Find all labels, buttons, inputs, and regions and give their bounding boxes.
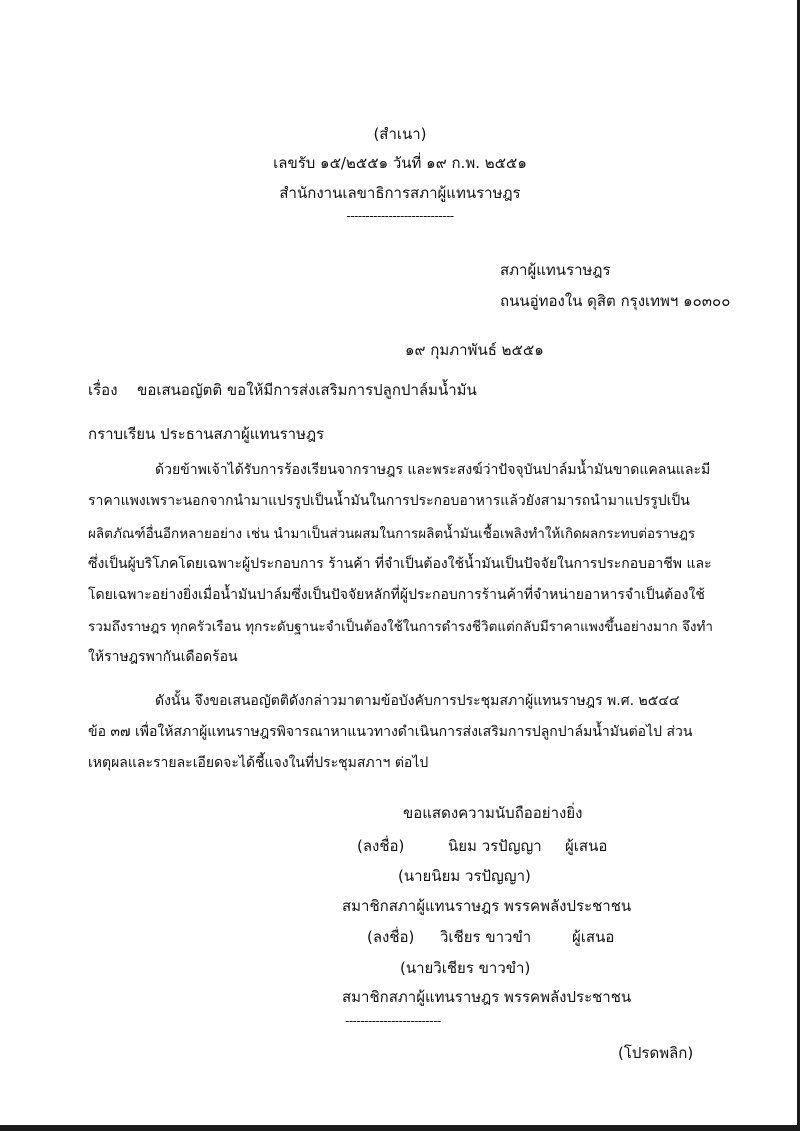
- subject-text: ขอเสนอญัตติ ขอให้มีการส่งเสริมการปลูกปาล์มน้ำมัน: [137, 381, 477, 399]
- closing-line: ขอแสดงความนับถืออย่างยิ่ง: [403, 804, 583, 822]
- subject-line: [88, 378, 477, 402]
- subject-label: เรื่อง: [88, 381, 118, 399]
- signer-2-signature: วิเชียร ขาวขำ: [440, 928, 532, 946]
- signer-2-sign-label: (ลงชื่อ): [367, 928, 415, 946]
- receipt-line: เลขรับ ๑๕/๒๕๕๑ วันที่ ๑๙ ก.พ. ๒๕๕๑: [273, 154, 527, 172]
- para1-line-5: โดยเฉพาะอย่างยิ่งเมื่อน้ำมันปาล์มซึ่งเป็นปัจจัยหลักที่ผู้ประกอบการร้านค้าที่จำหน่ายอาหารจำเป็นต้องใช้: [88, 587, 705, 603]
- copy-mark: (สำเนา): [373, 125, 427, 143]
- letter-date: ๑๙ กุมภาพันธ์ ๒๕๕๑: [405, 341, 544, 359]
- signer-1-role: ผู้เสนอ: [565, 837, 608, 855]
- para1-line-4: ซึ่งเป็นผู้บริโภคโดยเฉพาะผู้ประกอบการ ร้านค้า ที่จำเป็นต้องใช้น้ำมันเป็นปัจจัยในการประกอบอาชีพ และ: [88, 556, 712, 572]
- office-name: สำนักงานเลขาธิการสภาผู้แทนราษฎร: [279, 184, 521, 202]
- para2-line-1: ดังนั้น จึงขอเสนอญัตติดังกล่าวมาตามข้อบังคับการประชุมสภาผู้แทนราษฎร พ.ศ. ๒๕๔๔: [155, 693, 680, 709]
- para1-line-1: ด้วยข้าพเจ้าได้รับการร้องเรียนจากราษฎร และพระสงฆ์ว่าปัจจุบันปาล์มน้ำมันขาดแคลนและมี: [155, 462, 711, 478]
- signer-2-role: ผู้เสนอ: [572, 928, 615, 946]
- signer-1-signature: นิยม วรปัญญา: [448, 837, 542, 855]
- address-line-1: สภาผู้แทนราษฎร: [500, 261, 611, 279]
- para1-line-3: ผลิตภัณฑ์อื่นอีกหลายอย่าง เช่น นำมาเป็นส่วนผสมในการผลิตน้ำมันเชื้อเพลิงทำให้เกิดผลกระทบต่อราษฎร: [88, 526, 696, 542]
- address-line-2: ถนนอู่ทองใน ดุสิต กรุงเทพฯ ๑๐๓๐๐: [500, 292, 731, 310]
- para1-line-2: ราคาแพงเพราะนอกจากนำมาแปรรูปเป็นน้ำมันในการประกอบอาหารแล้วยังสามารถนำมาแปรรูปเป็น: [88, 493, 690, 509]
- header-separator: ----------------------------: [346, 209, 454, 223]
- signer-1-position: สมาชิกสภาผู้แทนราษฎร พรรคพลังประชาชน: [342, 897, 632, 915]
- para1-line-7: ให้ราษฎรพากันเดือดร้อน: [88, 649, 238, 665]
- footer-separator: -------------------------: [345, 1014, 441, 1028]
- turn-page-note: (โปรดพลิก): [618, 1044, 694, 1062]
- para2-line-2: ข้อ ๓๗ เพื่อให้สภาผู้แทนราษฎรพิจารณาหาแนวทางดำเนินการส่งเสริมการปลูกปาล์มน้ำมันต่อไป ส่วน: [88, 724, 693, 740]
- signer-2-position: สมาชิกสภาผู้แทนราษฎร พรรคพลังประชาชน: [342, 988, 632, 1006]
- scan-edge-bottom: [0, 1125, 800, 1131]
- signer-2-full-name: (นายวิเชียร ขาวขำ): [400, 959, 531, 977]
- salutation: กราบเรียน ประธานสภาผู้แทนราษฎร: [88, 425, 325, 443]
- signer-1-sign-label: (ลงชื่อ): [357, 837, 405, 855]
- para2-line-3: เหตุผลและรายละเอียดจะได้ชี้แจงในที่ประชุมสภาฯ ต่อไป: [88, 755, 429, 771]
- signer-1-full-name: (นายนิยม วรปัญญา): [398, 867, 531, 885]
- para1-line-6: รวมถึงราษฎร ทุกครัวเรือน ทุกระดับฐานะจำเป็นต้องใช้ในการดำรงชีวิตแต่กลับมีราคาแพงขึ้นอย่างมาก จึงทำ: [88, 619, 713, 635]
